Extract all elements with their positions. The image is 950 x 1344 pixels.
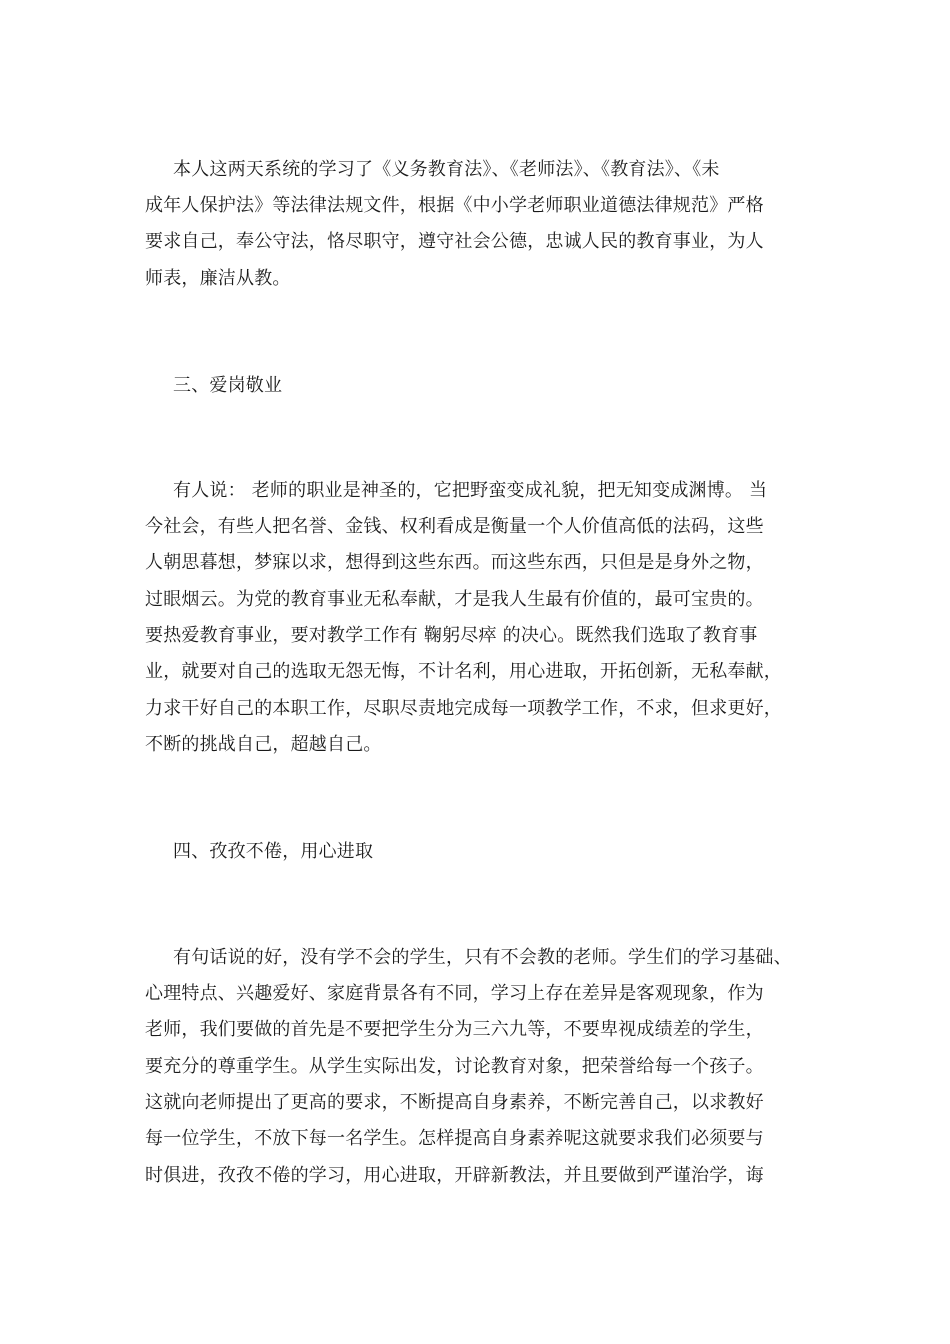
paragraph-line: 本人这两天系统的学习了《义务教育法》、《老师法》、《教育法》、《未 <box>173 159 720 180</box>
paragraph-line: 这就向老师提出了更高的要求，不断提高自身素养，不断完善自己，以求教好 <box>145 1092 764 1113</box>
paragraph-line: 过眼烟云。为党的教育事业无私奉献，才是我人生最有价值的，最可宝贵的。 <box>145 589 764 610</box>
paragraph-line: 要求自己，奉公守法，恪尽职守，遵守社会公德，忠诚人民的教育事业，为人 <box>145 231 764 252</box>
paragraph-line: 心理特点、兴趣爱好、家庭背景各有不同，学习上存在差异是客观现象，作为 <box>145 983 764 1004</box>
paragraph-line: 要充分的尊重学生。从学生实际出发，讨论教育对象，把荣誉给每一个孩子。 <box>145 1056 764 1077</box>
paragraph-line: 今社会，有些人把名誉、金钱、权利看成是衡量一个人价值高低的法码，这些 <box>145 516 764 537</box>
paragraph-line: 成年人保护法》等法律法规文件，根据《中小学老师职业道德法律规范》严格 <box>145 195 764 216</box>
paragraph-line: 业，就要对自己的选取无怨无悔，不计名利，用心进取，开拓创新，无私奉献， <box>145 661 782 682</box>
paragraph-line: 师表，廉洁从教。 <box>145 268 291 289</box>
paragraph-line: 要热爱教育事业，要对教学工作有 鞠躬尽瘁 的决心。既然我们选取了教育事 <box>145 625 758 646</box>
paragraph-line: 人朝思暮想，梦寐以求，想得到这些东西。而这些东西，只但是是身外之物， <box>145 552 764 573</box>
paragraph-line: 有人说： 老师的职业是神圣的，它把野蛮变成礼貌，把无知变成渊博。 当 <box>173 480 768 501</box>
paragraph-line: 时俱进，孜孜不倦的学习，用心进取，开辟新教法，并且要做到严谨治学，诲 <box>145 1165 764 1186</box>
paragraph-line: 老师，我们要做的首先是不要把学生分为三六九等，不要卑视成绩差的学生， <box>145 1019 764 1040</box>
paragraph-line: 每一位学生，不放下每一名学生。怎样提高自身素养呢这就要求我们必须要与 <box>145 1128 764 1149</box>
section-heading-4: 四、孜孜不倦，用心进取 <box>173 841 374 862</box>
paragraph-line: 有句话说的好，没有学不会的学生，只有不会教的老师。学生们的学习基础、 <box>173 947 792 968</box>
paragraph-line: 力求干好自己的本职工作，尽职尽责地完成每一项教学工作，不求，但求更好， <box>145 698 782 719</box>
section-heading-3: 三、爱岗敬业 <box>173 375 283 396</box>
paragraph-line: 不断的挑战自己，超越自己。 <box>145 734 382 755</box>
